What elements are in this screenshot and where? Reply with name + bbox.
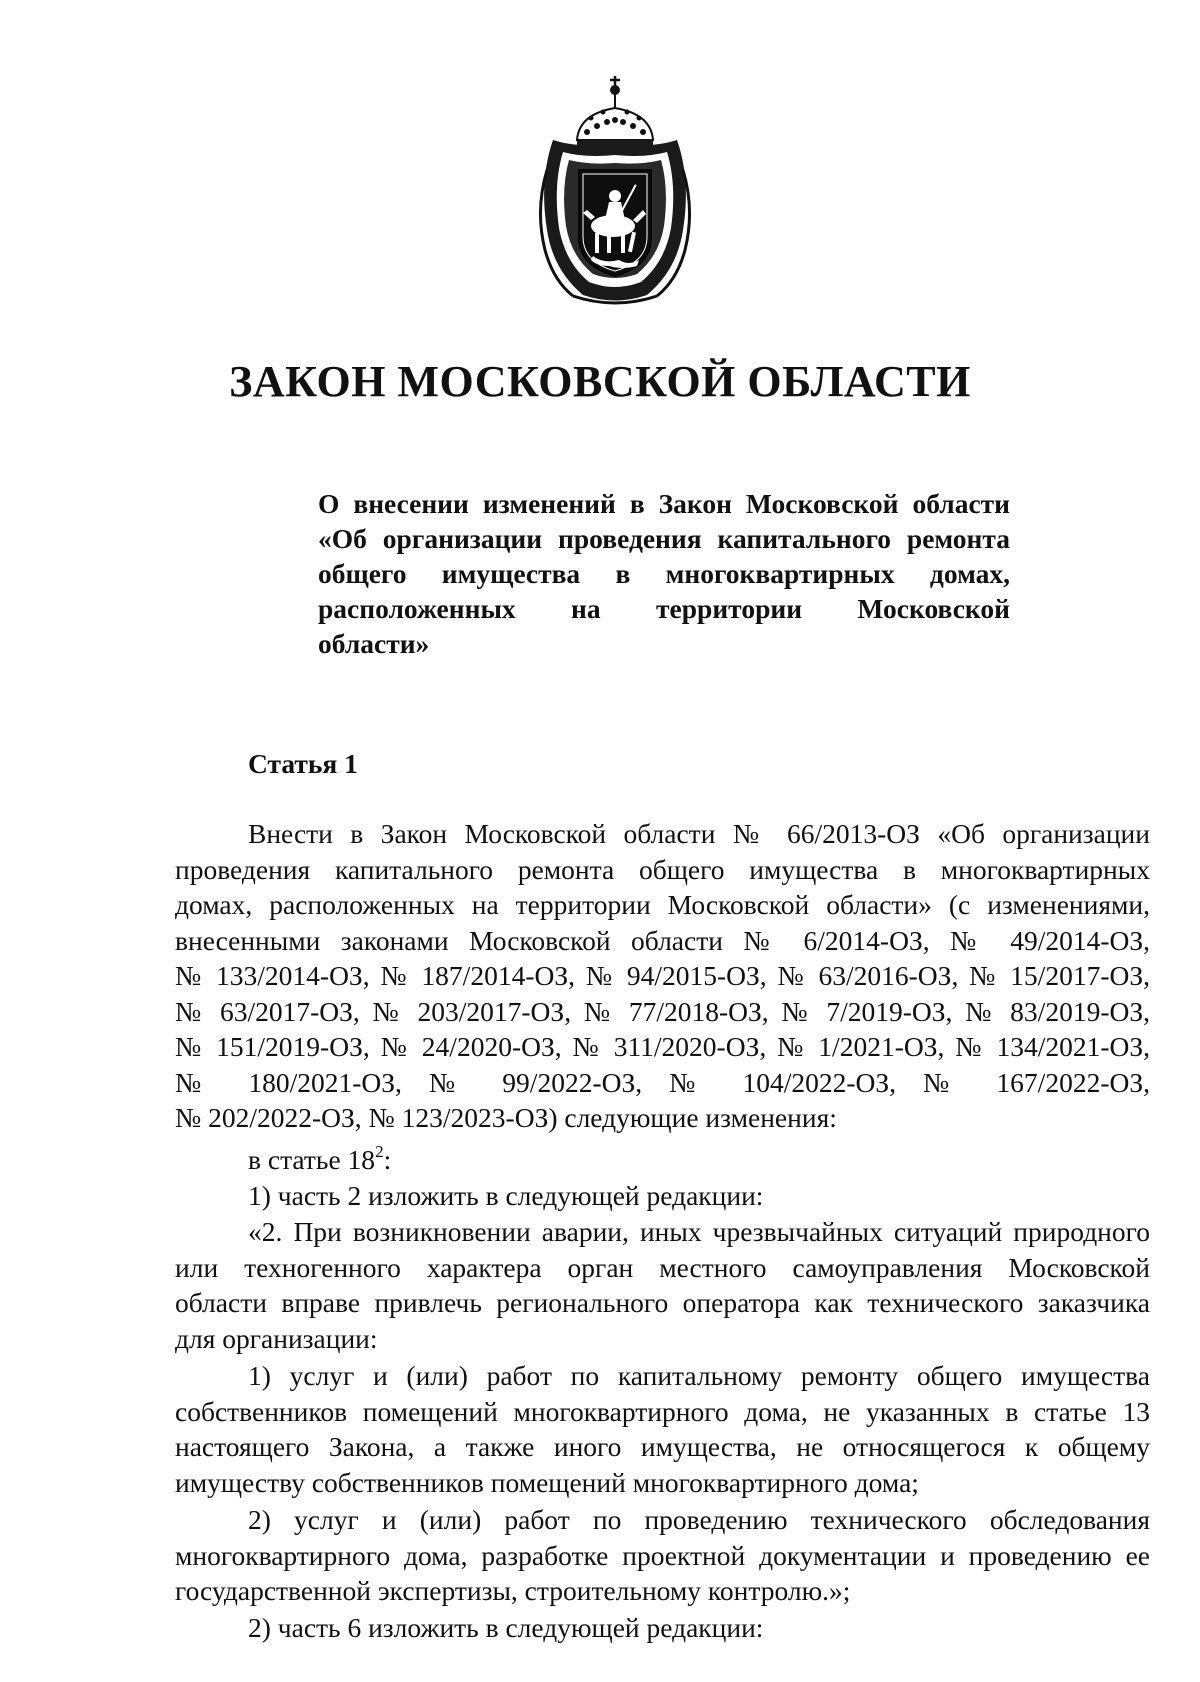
paragraph-line: области вправе привлечь регионального оператора как технического заказчика — [175, 1287, 1150, 1318]
paragraph-line: № 180/2021-ОЗ, № 99/2022-ОЗ, № 104/2022-ОЗ, № 167/2022-ОЗ, — [175, 1066, 1150, 1098]
subject-line: общего имущества в многоквартирных домах, — [318, 558, 1010, 589]
paragraph-line: собственников помещений многоквартирного дома, не указанных в статье 13 — [175, 1395, 1150, 1427]
article-reference-prefix: в статье 18 — [248, 1144, 376, 1175]
paragraph-line: № 63/2017-ОЗ, № 203/2017-ОЗ, № 77/2018-ОЗ, № 7/2019-ОЗ, № 83/2019-ОЗ, — [175, 995, 1150, 1027]
paragraph-line: Внести в Закон Московской области № 66/2013-ОЗ «Об организации — [248, 818, 1150, 849]
part-2-paragraph — [175, 1214, 1150, 1356]
paragraph-line: настоящего Закона, а также иного имущества, не относящегося к общему — [175, 1431, 1150, 1462]
subject-line: О внесении изменений в Закон Московской области — [318, 488, 1010, 519]
subject-line: области» — [318, 628, 430, 659]
article-reference — [175, 1142, 1150, 1178]
article-reference-line — [175, 1142, 1150, 1178]
law-subject — [318, 486, 1010, 661]
paragraph-line: проведения капитального ремонта общего имущества в многоквартирных — [175, 853, 1150, 885]
paragraph-line: имуществу собственников помещений многоквартирного дома; — [175, 1466, 919, 1498]
paragraph-line: внесенными законами Московской области № 6/2014-ОЗ, № 49/2014-ОЗ, — [175, 924, 1150, 956]
article-heading: Статья 1 — [248, 748, 358, 779]
change-1-intro — [175, 1178, 1150, 1214]
paragraph-line: 2) услуг и (или) работ по проведению технического обследования — [248, 1504, 1150, 1535]
moscow-oblast-coat-of-arms-icon — [533, 70, 697, 308]
sub-item-1 — [175, 1358, 1150, 1500]
paragraph-line: для организации: — [175, 1322, 378, 1354]
change-2-intro-line: 2) часть 6 изложить в следующей редакции: — [248, 1612, 764, 1643]
paragraph-line: № 202/2022-ОЗ, № 123/2023-ОЗ) следующие изменения: — [175, 1102, 837, 1133]
paragraph-line: государственной экспертизы, строительному контролю.»; — [175, 1575, 851, 1606]
subject-line: расположенных на территории Московской — [318, 593, 1010, 624]
subject-line: «Об организации проведения капитального ремонта — [318, 523, 1010, 554]
paragraph-line: многоквартирного дома, разработке проектной документации и проведению ее — [175, 1539, 1150, 1571]
paragraph-line: домах, расположенных на территории Московской области» (с изменениями, — [175, 889, 1150, 920]
article-reference-suffix: : — [383, 1144, 392, 1175]
intro-paragraph — [175, 816, 1150, 1136]
paragraph-line: № 133/2014-ОЗ, № 187/2014-ОЗ, № 94/2015-ОЗ, № 63/2016-ОЗ, № 15/2017-ОЗ, — [175, 960, 1150, 991]
paragraph-line: 1) услуг и (или) работ по капитальному ремонту общего имущества — [248, 1360, 1150, 1391]
document-title: ЗАКОН МОСКОВСКОЙ ОБЛАСТИ — [229, 357, 971, 406]
paragraph-line: «2. При возникновении аварии, иных чрезвычайных ситуаций природного — [248, 1216, 1150, 1247]
sub-item-2 — [175, 1502, 1150, 1609]
change-2-intro — [175, 1610, 1150, 1646]
paragraph-line: или техногенного характера орган местного самоуправления Московской — [175, 1251, 1150, 1283]
paragraph-line: № 151/2019-ОЗ, № 24/2020-ОЗ, № 311/2020-ОЗ, № 1/2021-ОЗ, № 134/2021-ОЗ, — [175, 1031, 1150, 1062]
change-1-intro-line: 1) часть 2 изложить в следующей редакции: — [248, 1180, 764, 1211]
article-reference-superscript: 2 — [375, 1142, 384, 1161]
